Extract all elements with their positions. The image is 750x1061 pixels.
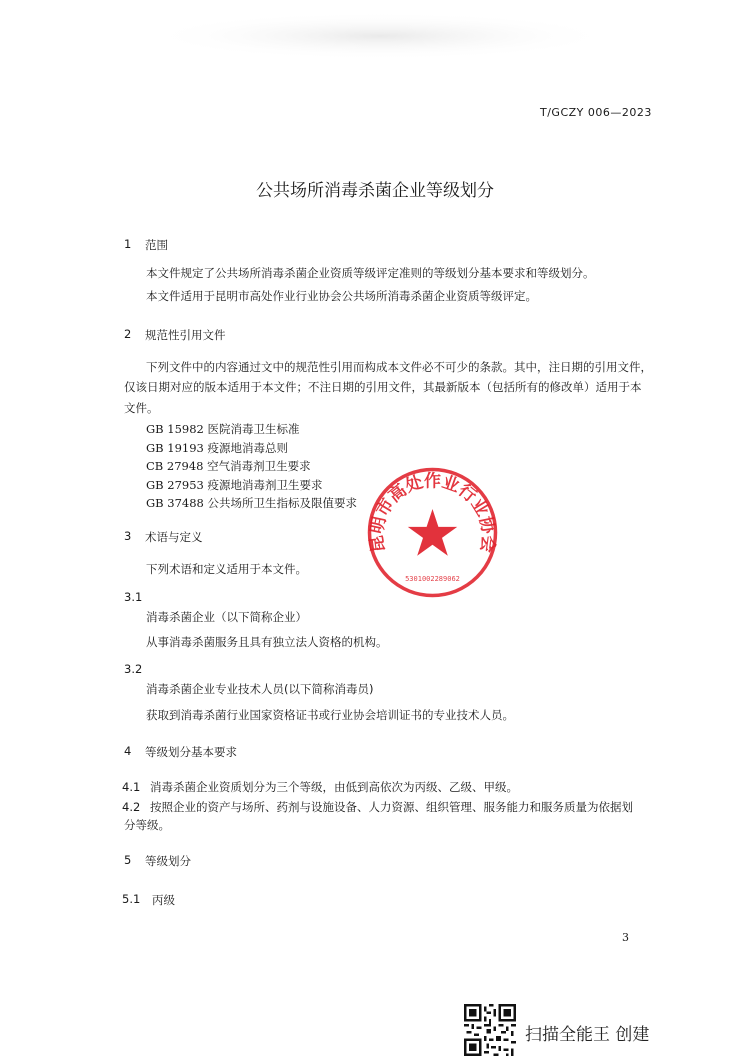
svg-text:5301002289062: 5301002289062	[405, 575, 460, 583]
term-number: 3.2	[124, 662, 143, 676]
term-name: 消毒杀菌企业（以下简称企业）	[146, 610, 307, 624]
section-5-number: 5	[124, 853, 132, 867]
section-1-para-1: 本文件规定了公共场所消毒杀菌企业资质等级评定准则的等级划分基本要求和等级划分。	[146, 266, 595, 280]
page-number: 3	[622, 931, 629, 944]
term-definition: 获取到消毒杀菌行业国家资格证书或行业协会培训证书的专业技术人员。	[146, 708, 514, 722]
section-1-heading: 范围	[145, 238, 168, 252]
document-title: 公共场所消毒杀菌企业等级划分	[256, 181, 494, 201]
term-name: 消毒杀菌企业专业技术人员(以下简称消毒员)	[146, 682, 374, 696]
section-4-heading: 等级划分基本要求	[145, 745, 237, 759]
section-5-heading: 等级划分	[145, 854, 191, 868]
section-1-para-2: 本文件适用于昆明市高处作业行业协会公共场所消毒杀菌企业资质等级评定。	[146, 289, 537, 303]
reference-item: GB 27953 疫源地消毒剂卫生要求	[146, 478, 323, 492]
scan-smudge	[140, 8, 620, 64]
subsection-heading: 丙级	[152, 893, 175, 907]
section-3-number: 3	[124, 529, 132, 543]
section-2-intro-line-1: 下列文件中的内容通过文中的规范性引用而构成本文件必不可少的条款。其中，注日期的引用文件，	[146, 360, 652, 374]
section-2-number: 2	[124, 327, 132, 341]
section-2-heading: 规范性引用文件	[145, 328, 226, 342]
reference-item: GB 37488 公共场所卫生指标及限值要求	[146, 496, 358, 510]
section-3-intro: 下列术语和定义适用于本文件。	[146, 562, 307, 576]
clause-number: 4.2	[122, 800, 141, 814]
term-definition: 从事消毒杀菌服务且具有独立法人资格的机构。	[146, 635, 388, 649]
qr-code-icon	[464, 1004, 516, 1056]
association-seal	[365, 465, 500, 600]
section-2-intro-line-3: 文件。	[124, 401, 159, 415]
reference-item: GB 15982 医院消毒卫生标准	[146, 422, 300, 436]
term-number: 3.1	[124, 590, 143, 604]
clause-text: 分等级。	[124, 818, 170, 832]
section-2-intro-line-2: 仅该日期对应的版本适用于本文件；不注日期的引用文件，其最新版本（包括所有的修改单）适用于本	[124, 380, 642, 394]
clause-text: 消毒杀菌企业资质划分为三个等级，由低到高依次为丙级、乙级、甲级。	[150, 780, 518, 794]
reference-item: GB 19193 疫源地消毒总则	[146, 441, 289, 455]
section-3-heading: 术语与定义	[145, 530, 203, 544]
subsection-number: 5.1	[122, 892, 141, 906]
section-4-number: 4	[124, 744, 132, 758]
scanner-watermark: 扫描全能王 创建	[525, 1025, 650, 1045]
clause-text: 按照企业的资产与场所、药剂与设施设备、人力资源、组织管理、服务能力和服务质量为依据划	[150, 800, 633, 814]
svg-text:昆明市高处作业行业协会: 昆明市高处作业行业协会	[366, 471, 499, 554]
clause-number: 4.1	[122, 780, 141, 794]
reference-item: CB 27948 空气消毒剂卫生要求	[146, 459, 311, 473]
document-code: T/GCZY 006—2023	[540, 106, 652, 119]
section-1-number: 1	[124, 237, 132, 251]
